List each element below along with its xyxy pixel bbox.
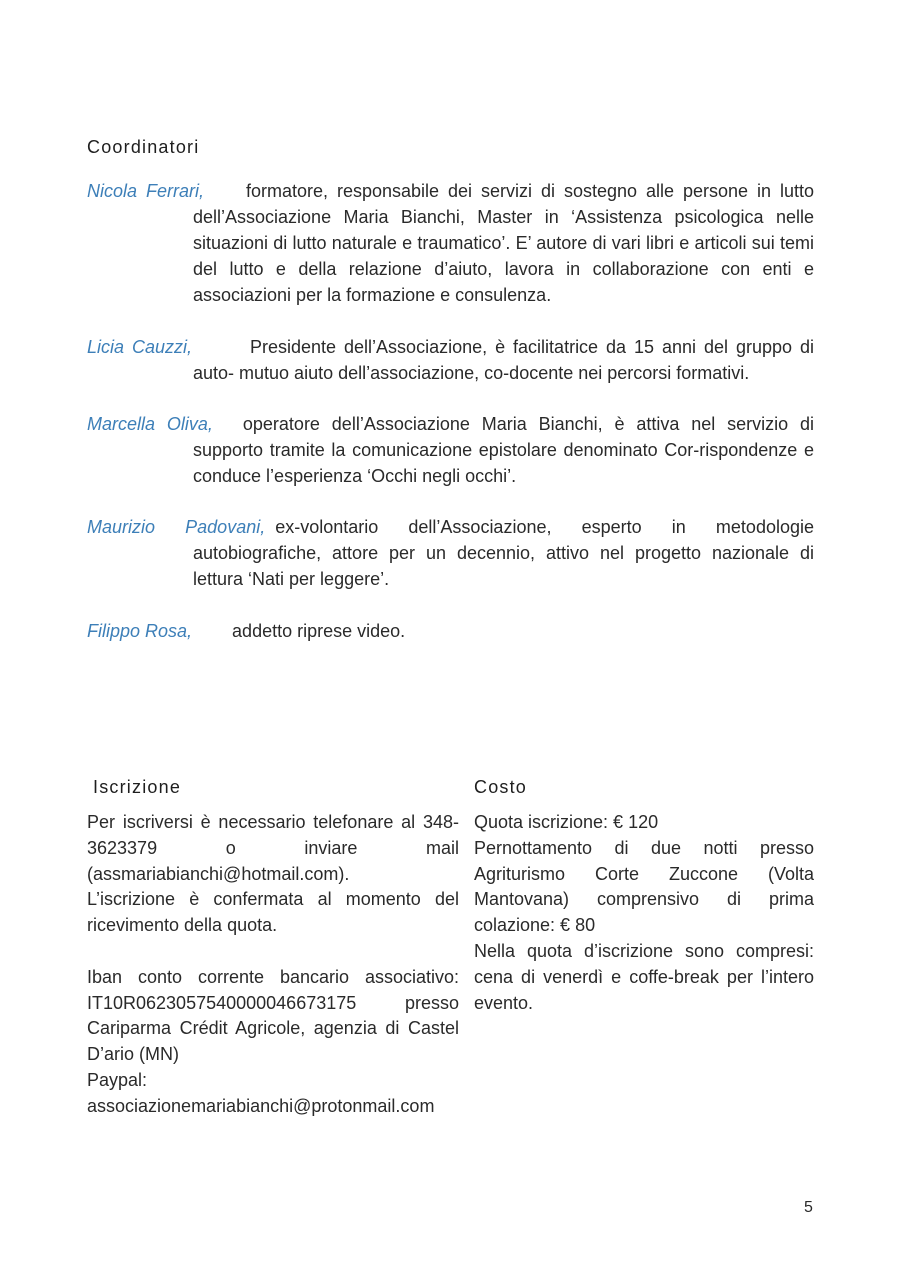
- coordinator-entry: [87, 334, 814, 386]
- coordinator-entry: [87, 411, 814, 489]
- coordinator-name: Marcella Oliva,: [87, 414, 213, 434]
- coordinator-description: formatore, responsabile dei servizi di sostegno alle persone in lutto dell’Associazione Maria Bianchi, Master in ‘Assistenza psicologica nelle situazioni di lutto naturale e traumatico’. E’ autore di vari libri e articoli sui temi del lutto e della relazione d’aiuto, lavora in collaborazione con enti e associazioni per la formazione e consulenza.: [193, 181, 814, 305]
- coordinator-description: addetto riprese video.: [232, 621, 406, 641]
- page-number: 5: [804, 1199, 813, 1216]
- iban-details: Iban conto corrente bancario associativo: IT10R0623057540000046673175 presso Cariparma Crédit Agricole, agenzia di Castel D’ario (MN): [87, 966, 459, 1065]
- coordinator-description: Presidente dell’Associazione, è facilitatrice da 15 anni del gruppo di auto- mutuo aiuto dell’associazione, co-docente nei percorsi formativi.: [193, 337, 815, 383]
- registration-confirmation: L’iscrizione è confermata al momento del ricevimento della quota.: [87, 889, 459, 936]
- coordinators-heading: Coordinatori: [87, 137, 200, 157]
- coordinator-entry: [87, 178, 814, 308]
- included-items: Nella quota d’iscrizione sono compresi: cena di venerdì e coffe-break per l’intero evento.: [474, 940, 814, 1013]
- coordinator-name: Nicola Ferrari,: [87, 181, 204, 201]
- coordinator-name: Maurizio Padovani,: [87, 517, 266, 537]
- coordinator-name: Licia Cauzzi,: [87, 337, 193, 357]
- paypal-label: Paypal:: [87, 1069, 148, 1090]
- cost-column: [474, 810, 814, 1016]
- registration-column: [87, 810, 459, 1120]
- registration-instructions: Per iscriversi è necessario telefonare al 348-3623379 o inviare mail (assmariabianchi@hotmail.com).: [87, 812, 459, 884]
- coordinator-entry: [87, 514, 814, 592]
- coordinator-name: Filippo Rosa,: [87, 621, 193, 641]
- coordinator-description: ex-volontario dell’Associazione, esperto in metodologie autobiografiche, attore per un decennio, attivo nel progetto nazionale di lettura ‘Nati per leggere’.: [193, 517, 814, 589]
- paypal-email: associazionemariabianchi@protonmail.com: [87, 1095, 435, 1116]
- registration-heading: Iscrizione: [93, 777, 182, 797]
- cost-heading: Costo: [474, 777, 528, 797]
- accommodation-cost: Pernottamento di due notti presso Agriturismo Corte Zuccone (Volta Mantovana) comprensivo di prima colazione: € 80: [474, 837, 814, 936]
- coordinator-description: operatore dell’Associazione Maria Bianchi, è attiva nel servizio di supporto tramite la comunicazione epistolare denominato Cor-rispondenze e conduce l’esperienza ‘Occhi negli occhi’.: [193, 414, 814, 486]
- coordinator-entry: [87, 618, 814, 644]
- registration-fee: Quota iscrizione: € 120: [474, 812, 659, 832]
